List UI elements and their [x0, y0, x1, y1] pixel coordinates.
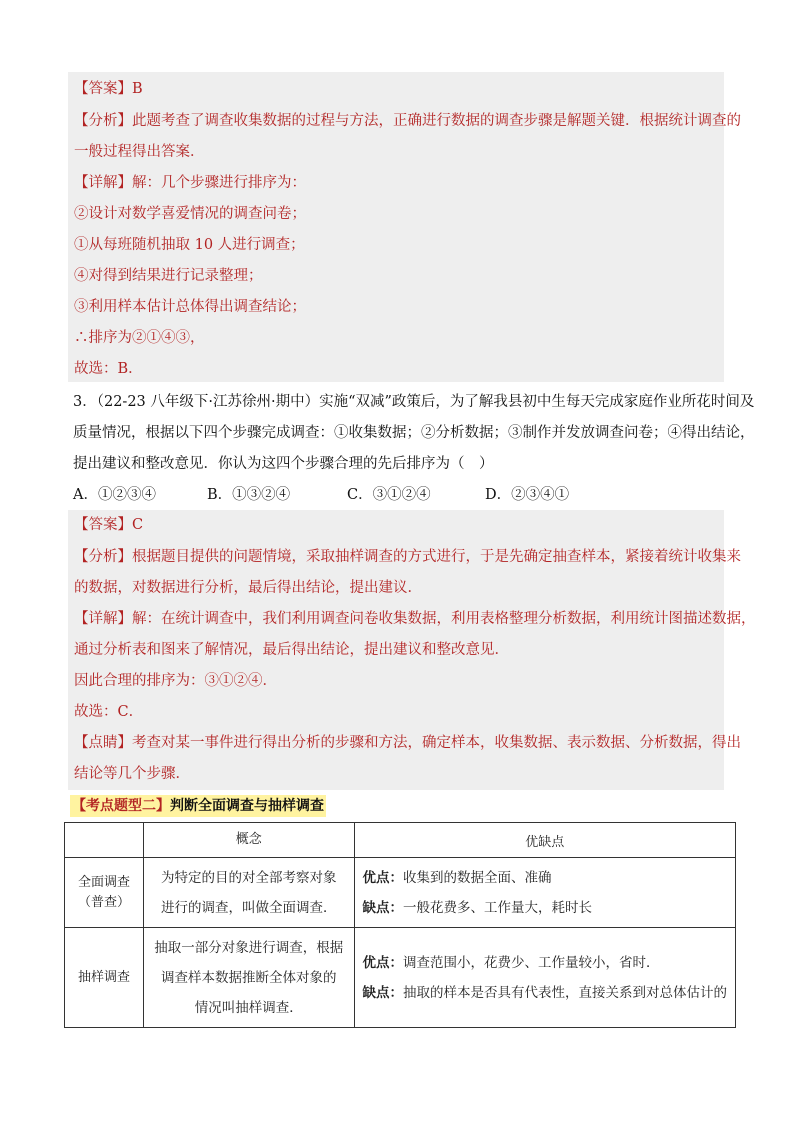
table-header-concept: 概念 [143, 823, 354, 858]
pros-label: 优点： [362, 954, 403, 971]
cons-text: 抽取的样本是否具有代表性，直接关系到对总体估计的 [403, 984, 727, 1001]
detail-choice: 故选：B． [74, 361, 143, 377]
table-row-full-survey [65, 858, 736, 928]
detail-choice: 故选：C． [74, 704, 144, 720]
analysis-text: 此题考查了调查收集数据的过程与方法，正确进行数据的调查步骤是解题关键．根据统计调查的 [132, 113, 741, 129]
detail-order: ∴排序为②①④③， [74, 330, 205, 346]
comparison-table [64, 822, 736, 1028]
answer-line [74, 74, 724, 104]
table-header-row [65, 823, 736, 858]
question-3-line-1: 3．（22-23 八年级下·江苏徐州·期中）实施“双减”政策后，为了解我县初中生每天完成家庭作业所花时间及 [73, 394, 755, 410]
detail-step-3: ④对得到结果进行记录整理； [74, 268, 263, 284]
cons-line [363, 893, 728, 923]
detail-order: 因此合理的排序为：③①②④． [74, 673, 277, 689]
comment-text: 考查对某一事件进行得出分析的步骤和方法，确定样本，收集数据、表示数据、分析数据，得出 [132, 735, 741, 751]
analysis-line [74, 542, 741, 572]
detail-tag: 【详解】 [74, 175, 132, 191]
concept-line: 进行的调查，叫做全面调查． [160, 899, 337, 916]
detail-step-2: ①从每班随机抽取 10 人进行调查； [74, 237, 305, 253]
row-name-cell [65, 928, 144, 1028]
concept-line: 为特定的目的对全部考察对象 [160, 869, 337, 886]
concept-cell [143, 928, 354, 1028]
answer-block-1 [68, 72, 741, 382]
pros-text: 调查范围小，花费少、工作量较小，省时． [403, 954, 660, 971]
analysis-line-2: 一般过程得出答案． [74, 144, 205, 160]
option-a: A．①②③④ [73, 487, 156, 503]
analysis-text: 根据题目提供的问题情境，采取抽样调查的方式进行，于是先确定抽查样本，紧接着统计收集来 [132, 549, 741, 565]
analysis-tag: 【分析】 [74, 113, 132, 129]
detail-text: 解：在统计调查中，我们利用调查问卷收集数据，利用表格整理分析数据，利用统计图描述数据， [132, 611, 756, 627]
detail-line [74, 604, 756, 634]
table-header-pros-cons: 优缺点 [354, 823, 736, 858]
pros-line [363, 948, 728, 978]
cons-label: 缺点： [362, 984, 403, 1001]
cons-line [363, 978, 728, 1008]
option-d: D．②③④① [485, 487, 570, 503]
option-c: C．③①②④ [347, 487, 431, 503]
answer-block-2 [68, 510, 756, 790]
row-name-sub: （普查） [77, 894, 130, 910]
analysis-tag: 【分析】 [74, 549, 132, 565]
row-name-cell [65, 858, 144, 928]
detail-text: 解：几个步骤进行排序为： [132, 175, 306, 191]
concept-cell [143, 858, 354, 928]
table-row-sample-survey [65, 928, 736, 1028]
detail-line [74, 168, 724, 198]
section-title-text: 判断全面调查与抽样调查 [170, 798, 324, 814]
section-title [70, 795, 326, 817]
detail-step-4: ③利用样本估计总体得出调查结论； [74, 299, 306, 315]
comment-line-2: 结论等几个步骤． [74, 766, 190, 782]
answer-value: C [132, 517, 144, 533]
pros-text: 收集到的数据全面、准确 [403, 869, 552, 886]
row-name: 全面调查 [77, 874, 130, 890]
table-header-blank [65, 823, 144, 858]
concept-line: 情况叫抽样调查． [194, 999, 303, 1016]
row-name: 抽样调查 [77, 969, 130, 985]
question-3-line-2: 质量情况，根据以下四个步骤完成调查：①收集数据；②分析数据；③制作并发放调查问卷；④得出结论， [73, 425, 755, 441]
concept-line: 抽取一部分对象进行调查，根据 [154, 939, 344, 956]
comment-tag: 【点睛】 [74, 735, 132, 751]
concept-line: 调查样本数据推断全体对象的 [160, 969, 337, 986]
answer-line [74, 510, 724, 540]
analysis-line [74, 106, 741, 136]
detail-line-2: 通过分析表和图来了解情况，最后得出结论，提出建议和整改意见． [74, 642, 509, 658]
cons-text: 一般花费多、工作量大，耗时长 [403, 899, 592, 916]
pros-label: 优点： [362, 869, 403, 886]
pros-cons-cell [354, 858, 736, 928]
detail-tag: 【详解】 [74, 611, 132, 627]
pros-line [363, 863, 728, 893]
answer-value: B [132, 81, 143, 97]
pros-cons-cell [354, 928, 736, 1028]
answer-tag: 【答案】 [74, 81, 132, 97]
question-3-line-3: 提出建议和整改意见．你认为这四个步骤合理的先后排序为（ ） [73, 456, 494, 472]
option-b: B．①③②④ [207, 487, 291, 503]
question-3-options [73, 480, 673, 510]
comment-line [74, 728, 741, 758]
section-tag: 【考点题型二】 [72, 798, 170, 814]
cons-label: 缺点： [362, 899, 403, 916]
analysis-line-2: 的数据，对数据进行分析，最后得出结论，提出建议． [74, 580, 422, 596]
detail-step-1: ②设计对数学喜爱情况的调查问卷； [74, 206, 306, 222]
answer-tag: 【答案】 [74, 517, 132, 533]
